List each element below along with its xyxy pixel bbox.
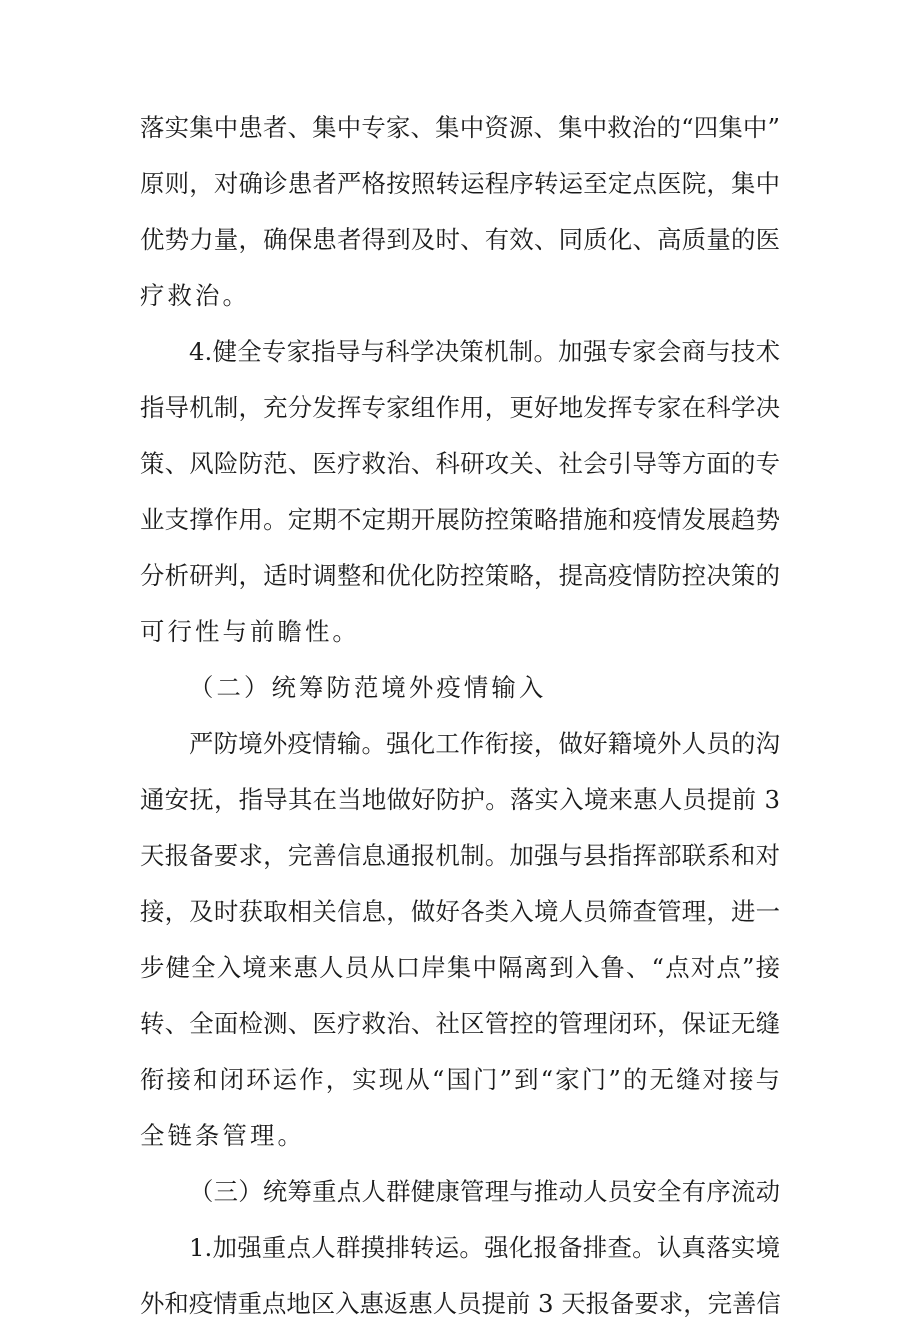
section-heading: （三）统筹重点人群健康管理与推动人员安全有序流动 [189,1177,780,1206]
body-text-line: 落实集中患者、集中专家、集中资源、集中救治的“四集中” [140,113,780,142]
body-text-line: 通安抚，指导其在当地做好防护。落实入境来惠人员提前 3 [140,785,780,814]
body-text-line: 疗救治。 [140,281,250,310]
body-text-line: 外和疫情重点地区入惠返惠人员提前 3 天报备要求，完善信 [140,1289,781,1318]
body-text-line: 天报备要求，完善信息通报机制。加强与县指挥部联系和对 [140,841,780,870]
paragraph-first-line: 严防境外疫情输。强化工作衔接，做好籍境外人员的沟 [189,729,780,758]
section-heading: （二）统筹防范境外疫情输入 [189,673,547,702]
paragraph-first-line: 1.加强重点人群摸排转运。强化报备排查。认真落实境 [189,1233,780,1262]
body-text-line: 转、全面检测、医疗救治、社区管控的管理闭环，保证无缝 [140,1009,780,1038]
body-text-line: 衔接和闭环运作，实现从“国门”到“家门”的无缝对接与 [140,1065,780,1094]
body-text-line: 指导机制，充分发挥专家组作用，更好地发挥专家在科学决 [140,393,780,422]
body-text-line: 可行性与前瞻性。 [140,617,360,646]
body-text-line: 策、风险防范、医疗救治、科研攻关、社会引导等方面的专 [140,449,780,478]
paragraph-first-line: 4.健全专家指导与科学决策机制。加强专家会商与技术 [189,337,780,366]
body-text-line: 接，及时获取相关信息，做好各类入境人员筛查管理，进一 [140,897,780,926]
body-text-line: 全链条管理。 [140,1121,305,1150]
body-text-line: 优势力量，确保患者得到及时、有效、同质化、高质量的医 [140,225,780,254]
body-text-line: 分析研判，适时调整和优化防控策略，提高疫情防控决策的 [140,561,780,590]
body-text-line: 业支撑作用。定期不定期开展防控策略措施和疫情发展趋势 [140,505,780,534]
body-text-line: 原则，对确诊患者严格按照转运程序转运至定点医院，集中 [140,169,780,198]
body-text-line: 步健全入境来惠人员从口岸集中隔离到入鲁、“点对点”接 [140,953,780,982]
